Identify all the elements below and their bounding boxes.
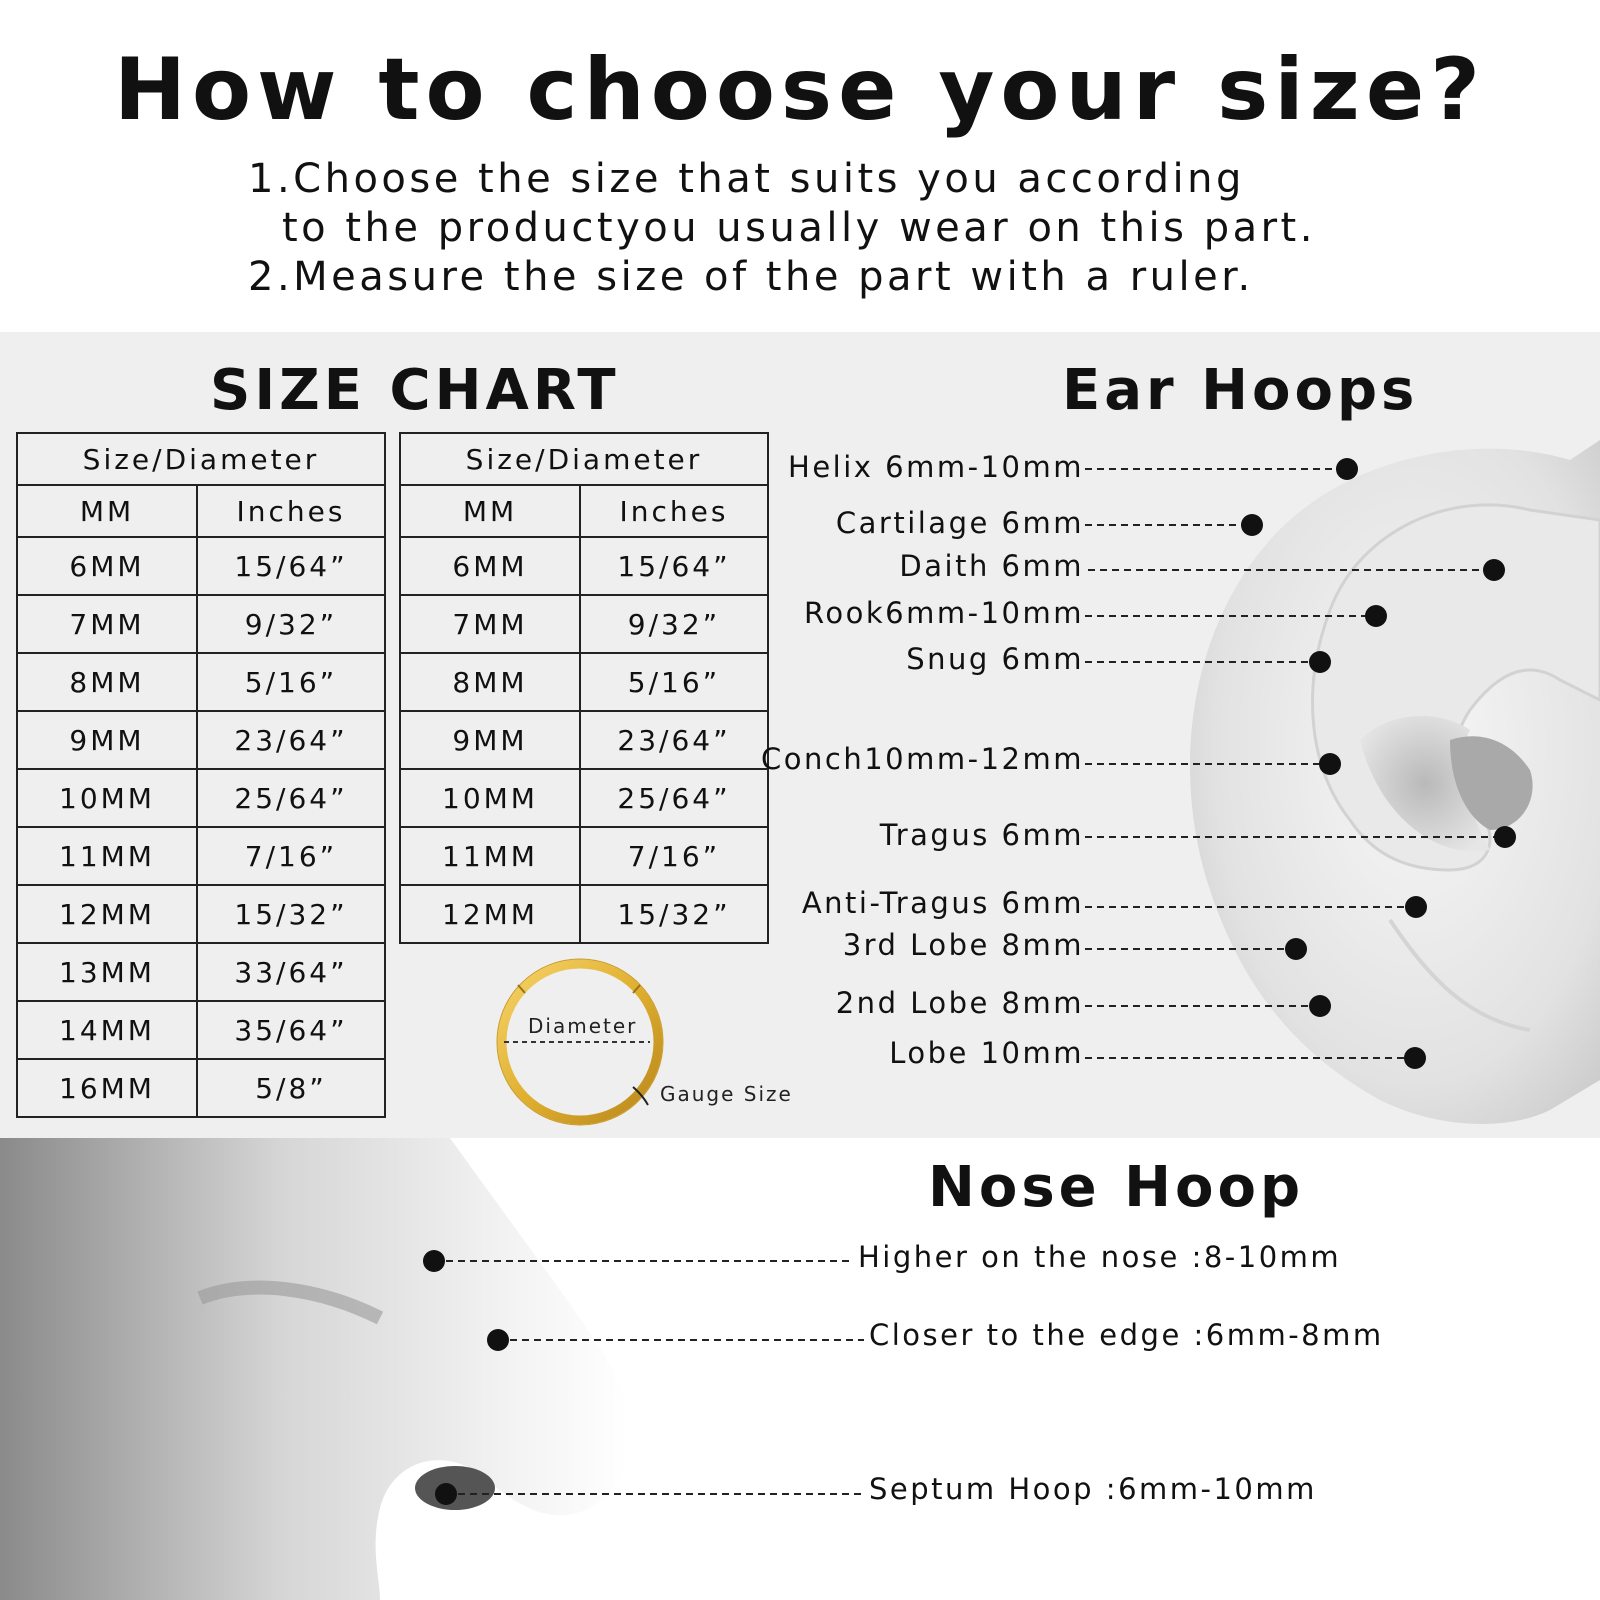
nostril-edge-marker xyxy=(487,1329,509,1351)
mm-cell: 14MM xyxy=(17,1001,197,1059)
size-diameter-header: Size/Diameter xyxy=(400,433,768,485)
anti-tragus-marker xyxy=(1405,896,1427,918)
table-row xyxy=(17,595,385,653)
table-row xyxy=(17,827,385,885)
ear-label-snug: Snug 6mm xyxy=(906,642,1084,676)
gauge-size-label: Gauge Size xyxy=(660,1082,793,1106)
ear-label-helix: Helix 6mm-10mm xyxy=(788,450,1084,484)
diameter-label: Diameter xyxy=(528,1014,638,1038)
ear-label-third-lobe: 3rd Lobe 8mm xyxy=(842,928,1084,962)
table-row xyxy=(400,711,768,769)
table-row xyxy=(17,1059,385,1117)
inches-cell: 7/16” xyxy=(580,827,768,885)
table-row xyxy=(17,1001,385,1059)
mm-cell: 6MM xyxy=(17,537,197,595)
instruction-line-2: to the productyou usually wear on this part. xyxy=(282,205,1316,251)
inches-column-header: Inches xyxy=(580,485,768,537)
third-lobe-marker xyxy=(1285,938,1307,960)
inches-cell: 33/64” xyxy=(197,943,385,1001)
inches-column-header: Inches xyxy=(197,485,385,537)
inches-cell: 7/16” xyxy=(197,827,385,885)
inches-cell: 9/32” xyxy=(580,595,768,653)
helix-marker xyxy=(1336,458,1358,480)
mm-cell: 10MM xyxy=(400,769,580,827)
table-row xyxy=(400,537,768,595)
inches-cell: 5/8” xyxy=(197,1059,385,1117)
snug-marker xyxy=(1309,651,1331,673)
cartilage-marker xyxy=(1241,514,1263,536)
size-table-1 xyxy=(16,432,386,1118)
mm-cell: 8MM xyxy=(17,653,197,711)
page-title: How to choose your size? xyxy=(113,40,1487,140)
ear-label-cartilage: Cartilage 6mm xyxy=(835,506,1084,540)
inches-cell: 23/64” xyxy=(580,711,768,769)
mm-cell: 9MM xyxy=(17,711,197,769)
mm-cell: 16MM xyxy=(17,1059,197,1117)
instruction-line-3: 2.Measure the size of the part with a ruler. xyxy=(248,254,1254,300)
inches-cell: 23/64” xyxy=(197,711,385,769)
rook-marker xyxy=(1365,605,1387,627)
mm-cell: 11MM xyxy=(400,827,580,885)
table-row xyxy=(17,653,385,711)
inches-cell: 9/32” xyxy=(197,595,385,653)
size-diameter-header: Size/Diameter xyxy=(17,433,385,485)
inches-cell: 25/64” xyxy=(197,769,385,827)
table-row xyxy=(400,653,768,711)
ear-hoops-title: Ear Hoops xyxy=(1062,358,1419,423)
inches-cell: 5/16” xyxy=(197,653,385,711)
mm-cell: 9MM xyxy=(400,711,580,769)
septum-marker xyxy=(435,1483,457,1505)
high-nostril-marker xyxy=(423,1250,445,1272)
mm-column-header: MM xyxy=(400,485,580,537)
nose-hoop-title: Nose Hoop xyxy=(928,1155,1305,1220)
inches-cell: 15/64” xyxy=(580,537,768,595)
table-row xyxy=(17,769,385,827)
mm-cell: 10MM xyxy=(17,769,197,827)
table-row xyxy=(400,885,768,943)
size-chart-title: SIZE CHART xyxy=(210,358,620,423)
nose-label-edge: Closer to the edge :6mm-8mm xyxy=(869,1318,1384,1352)
inches-cell: 35/64” xyxy=(197,1001,385,1059)
mm-cell: 7MM xyxy=(17,595,197,653)
second-lobe-marker xyxy=(1309,995,1331,1017)
mm-cell: 6MM xyxy=(400,537,580,595)
table-row xyxy=(400,827,768,885)
tragus-marker xyxy=(1494,826,1516,848)
mm-cell: 12MM xyxy=(17,885,197,943)
ear-label-anti-tragus: Anti-Tragus 6mm xyxy=(801,886,1084,920)
inches-cell: 15/32” xyxy=(580,885,768,943)
table-row xyxy=(17,537,385,595)
nose-label-higher: Higher on the nose :8-10mm xyxy=(858,1240,1342,1274)
inches-cell: 15/64” xyxy=(197,537,385,595)
table-row xyxy=(17,711,385,769)
daith-marker xyxy=(1483,559,1505,581)
mm-cell: 13MM xyxy=(17,943,197,1001)
size-table-2 xyxy=(399,432,769,944)
table-row xyxy=(400,769,768,827)
mm-cell: 12MM xyxy=(400,885,580,943)
ear-label-tragus: Tragus 6mm xyxy=(879,818,1084,852)
mm-cell: 7MM xyxy=(400,595,580,653)
ear-label-lobe: Lobe 10mm xyxy=(889,1036,1084,1070)
table-row xyxy=(17,885,385,943)
nose-label-septum: Septum Hoop :6mm-10mm xyxy=(869,1472,1317,1506)
hoop-ring-diagram xyxy=(490,955,670,1135)
ear-label-daith: Daith 6mm xyxy=(899,549,1084,583)
ear-label-conch: Conch10mm-12mm xyxy=(761,742,1084,776)
ear-label-rook: Rook6mm-10mm xyxy=(804,596,1084,630)
mm-column-header: MM xyxy=(17,485,197,537)
inches-cell: 15/32” xyxy=(197,885,385,943)
mm-cell: 8MM xyxy=(400,653,580,711)
inches-cell: 5/16” xyxy=(580,653,768,711)
mm-cell: 11MM xyxy=(17,827,197,885)
table-row xyxy=(17,943,385,1001)
ear-label-second-lobe: 2nd Lobe 8mm xyxy=(835,986,1084,1020)
lobe-marker xyxy=(1404,1047,1426,1069)
table-row xyxy=(400,595,768,653)
inches-cell: 25/64” xyxy=(580,769,768,827)
instruction-line-1: 1.Choose the size that suits you according xyxy=(248,156,1245,202)
conch-marker xyxy=(1319,753,1341,775)
